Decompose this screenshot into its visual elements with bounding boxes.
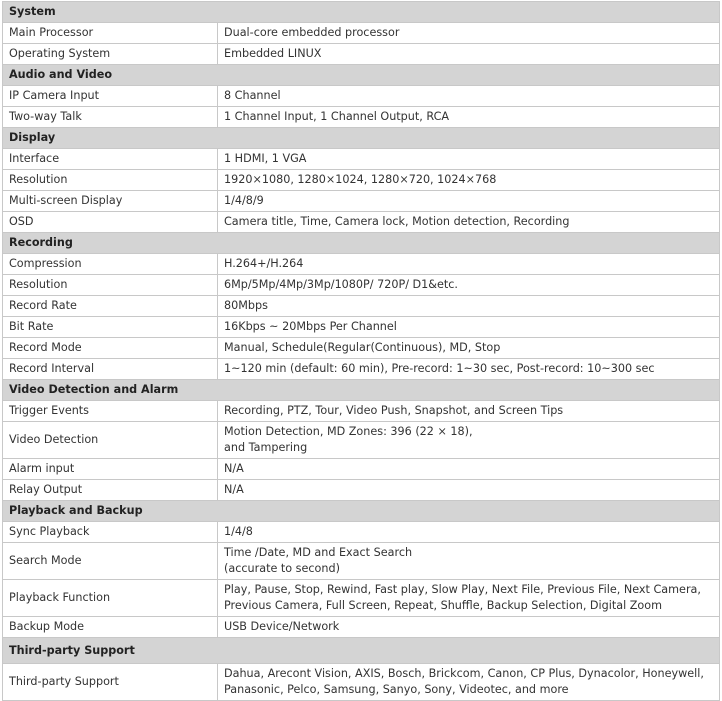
spec-value: N/A: [218, 459, 720, 480]
spec-label: OSD: [3, 212, 218, 233]
spec-row: [3, 170, 720, 191]
spec-value: N/A: [218, 480, 720, 501]
spec-value: 1/4/8: [218, 522, 720, 543]
section-header: [3, 128, 720, 149]
section-header: [3, 638, 720, 664]
spec-value: 1920×1080, 1280×1024, 1280×720, 1024×768: [218, 170, 720, 191]
spec-row: [3, 359, 720, 380]
spec-label: Record Mode: [3, 338, 218, 359]
section-header: [3, 501, 720, 522]
spec-row: [3, 191, 720, 212]
spec-label: Search Mode: [3, 543, 218, 580]
spec-label: Alarm input: [3, 459, 218, 480]
spec-value: Motion Detection, MD Zones: 396 (22 × 18), and Tampering: [218, 422, 720, 459]
section-header: [3, 2, 720, 23]
spec-value: 6Mp/5Mp/4Mp/3Mp/1080P/ 720P/ D1&etc.: [218, 275, 720, 296]
spec-row: [3, 23, 720, 44]
section-title: Recording: [3, 233, 720, 254]
spec-value: Time /Date, MD and Exact Search (accurate to second): [218, 543, 720, 580]
spec-value: Embedded LINUX: [218, 44, 720, 65]
spec-row: [3, 275, 720, 296]
spec-row: [3, 480, 720, 501]
spec-value: Manual, Schedule(Regular(Continuous), MD, Stop: [218, 338, 720, 359]
spec-label: Record Rate: [3, 296, 218, 317]
spec-label: Main Processor: [3, 23, 218, 44]
spec-label: Video Detection: [3, 422, 218, 459]
spec-row: [3, 317, 720, 338]
spec-row: [3, 617, 720, 638]
section-title: Display: [3, 128, 720, 149]
spec-value: 8 Channel: [218, 86, 720, 107]
spec-label: Backup Mode: [3, 617, 218, 638]
spec-row: [3, 296, 720, 317]
spec-row: [3, 212, 720, 233]
spec-row: [3, 149, 720, 170]
section-title: Playback and Backup: [3, 501, 720, 522]
spec-label: Trigger Events: [3, 401, 218, 422]
spec-value: Recording, PTZ, Tour, Video Push, Snapshot, and Screen Tips: [218, 401, 720, 422]
spec-value: Dahua, Arecont Vision, AXIS, Bosch, Brickcom, Canon, CP Plus, Dynacolor, Honeywell, Panasonic, Pelco, Samsung, Sanyo, Sony, Videotec, and more: [218, 664, 720, 701]
spec-row: [3, 543, 720, 580]
section-header: [3, 65, 720, 86]
section-header: [3, 380, 720, 401]
spec-label: Resolution: [3, 275, 218, 296]
spec-row: [3, 401, 720, 422]
spec-value: 80Mbps: [218, 296, 720, 317]
spec-row: [3, 664, 720, 701]
spec-value: Camera title, Time, Camera lock, Motion detection, Recording: [218, 212, 720, 233]
spec-label: Resolution: [3, 170, 218, 191]
spec-label: Two-way Talk: [3, 107, 218, 128]
spec-value: Play, Pause, Stop, Rewind, Fast play, Slow Play, Next File, Previous File, Next Camera, Previous Camera, Full Screen, Repeat, Shuffle, Backup Selection, Digital Zoom: [218, 580, 720, 617]
spec-label: Sync Playback: [3, 522, 218, 543]
spec-label: Third-party Support: [3, 664, 218, 701]
spec-value: 1/4/8/9: [218, 191, 720, 212]
spec-label: IP Camera Input: [3, 86, 218, 107]
spec-row: [3, 580, 720, 617]
spec-label: Bit Rate: [3, 317, 218, 338]
spec-table-body: [3, 2, 720, 701]
spec-row: [3, 107, 720, 128]
spec-value: Dual-core embedded processor: [218, 23, 720, 44]
spec-value: 1 HDMI, 1 VGA: [218, 149, 720, 170]
spec-label: Operating System: [3, 44, 218, 65]
spec-row: [3, 459, 720, 480]
section-title: Video Detection and Alarm: [3, 380, 720, 401]
spec-label: Interface: [3, 149, 218, 170]
spec-label: Relay Output: [3, 480, 218, 501]
spec-label: Multi-screen Display: [3, 191, 218, 212]
spec-row: [3, 254, 720, 275]
spec-value: 1~120 min (default: 60 min), Pre-record: 1~30 sec, Post-record: 10~300 sec: [218, 359, 720, 380]
spec-label: Playback Function: [3, 580, 218, 617]
section-title: System: [3, 2, 720, 23]
section-header: [3, 233, 720, 254]
spec-table: [2, 1, 720, 701]
spec-row: [3, 422, 720, 459]
spec-row: [3, 44, 720, 65]
spec-label: Record Interval: [3, 359, 218, 380]
spec-label: Compression: [3, 254, 218, 275]
section-title: Audio and Video: [3, 65, 720, 86]
spec-value: 16Kbps ~ 20Mbps Per Channel: [218, 317, 720, 338]
section-title: Third-party Support: [3, 638, 720, 664]
spec-value: H.264+/H.264: [218, 254, 720, 275]
spec-value: USB Device/Network: [218, 617, 720, 638]
spec-value: 1 Channel Input, 1 Channel Output, RCA: [218, 107, 720, 128]
spec-row: [3, 86, 720, 107]
spec-row: [3, 338, 720, 359]
spec-row: [3, 522, 720, 543]
